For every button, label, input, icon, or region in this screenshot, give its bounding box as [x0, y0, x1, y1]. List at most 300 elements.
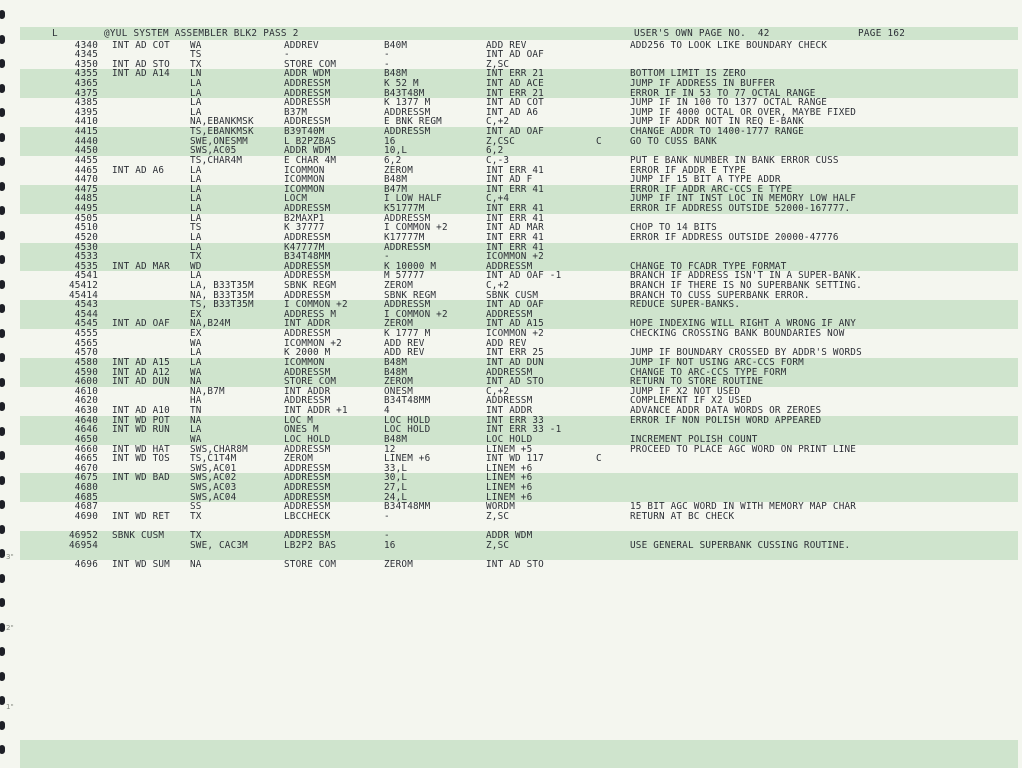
operation: LA, B33T35M — [190, 280, 254, 291]
operand-2: B40M — [384, 39, 408, 51]
operand-2: 33,L — [384, 462, 408, 474]
operation: NA — [190, 376, 202, 388]
line-number: 4395 — [74, 106, 98, 118]
margin-mark: 3" — [6, 553, 14, 561]
operand-3: INT AD STO — [486, 376, 544, 388]
remarks: BRANCH IF ADDRESS ISN'T IN A SUPER-BANK. — [630, 270, 862, 282]
listing-row — [20, 541, 1018, 551]
operand-2: K 52 M — [384, 77, 419, 89]
tractor-feed-holes — [0, 0, 8, 768]
operation: LA — [190, 356, 202, 368]
punch-hole — [0, 402, 5, 411]
operand-3: INT ERR 21 — [486, 68, 544, 80]
listing-row — [20, 185, 1018, 195]
remarks: RETURN TO STORE ROUTINE — [630, 376, 764, 388]
operand-3: ADDRESSM — [486, 308, 533, 320]
operand-2: ADDRESSM — [384, 106, 431, 118]
line-number: 4565 — [74, 337, 98, 349]
operand-1: ICOMMON — [284, 183, 325, 195]
line-number: 4533 — [74, 251, 98, 263]
line-number: 4345 — [74, 49, 98, 61]
location-label: INT AD A6 — [112, 164, 165, 176]
operation: SWS,AC05 — [190, 145, 237, 157]
form-band — [20, 740, 1018, 768]
operand-1: LOC HOLD — [284, 433, 331, 445]
remarks: JUMP IF BOUNDARY CROSSED BY ADDR'S WORDS — [630, 347, 862, 359]
location-label: INT WD BAD — [112, 472, 170, 484]
operand-1: - — [284, 49, 290, 61]
operand-3: LOC HOLD — [486, 433, 533, 445]
remarks: USE GENERAL SUPERBANK CUSSING ROUTINE. — [630, 539, 851, 551]
line-number: 4455 — [74, 154, 98, 166]
operand-1: ADDR WDM — [284, 145, 331, 157]
line-number: 4495 — [74, 203, 98, 215]
operand-2: 16 — [384, 135, 396, 147]
operand-1: INT ADDR — [284, 318, 331, 330]
operation: TN — [190, 405, 202, 417]
punch-hole — [0, 574, 5, 583]
operand-2: K51777M — [384, 203, 425, 215]
operand-1: ADDRESSM — [284, 231, 331, 243]
operand-1: ADDRESSM — [284, 328, 331, 340]
operation: NA,EBANKMSK — [190, 116, 254, 128]
line-number: 4543 — [74, 299, 98, 311]
punch-hole — [0, 745, 5, 754]
listing-row — [20, 531, 1018, 541]
operation: WA — [190, 39, 202, 51]
punch-hole — [0, 476, 5, 485]
remarks: BRANCH IF THERE IS NO SUPERBANK SETTING. — [630, 280, 862, 291]
operand-1: ADDRESS M — [284, 308, 337, 320]
operand-2: ADDRESSM — [384, 241, 431, 253]
line-number: 4640 — [74, 414, 98, 426]
punch-hole — [0, 133, 5, 142]
operation: SWS,CHAR8M — [190, 443, 248, 455]
operand-3: INT AD OAF — [486, 49, 544, 61]
operand-2: E BNK REGM — [384, 116, 442, 128]
operand-3: INT AD OAF -1 — [486, 270, 562, 282]
users-page-number: USER'S OWN PAGE NO. 42 — [634, 28, 770, 39]
line-number: 4465 — [74, 164, 98, 176]
page-number: PAGE 162 — [858, 28, 906, 39]
operand-3: WORDM — [486, 501, 515, 513]
operation: LA — [190, 347, 202, 359]
remarks: PUT E BANK NUMBER IN BANK ERROR CUSS — [630, 154, 839, 166]
operand-2: K 10000 M — [384, 260, 437, 272]
listing-row — [20, 493, 1018, 503]
line-number: 46952 — [69, 530, 98, 542]
operation: SWS,AC02 — [190, 472, 237, 484]
cuss-flag: C — [596, 453, 602, 465]
punch-hole — [0, 157, 5, 166]
operand-1: STORE COM — [284, 58, 337, 70]
remarks: ERROR IF ADDRESS OUTSIDE 20000-47776 — [630, 231, 839, 243]
operand-1: ADDRESSM — [284, 491, 331, 503]
operation: NA,B7M — [190, 385, 225, 397]
operand-3: INT AD OAF — [486, 299, 544, 311]
operand-1: ICOMMON +2 — [284, 337, 342, 349]
operation: NA — [190, 414, 202, 426]
operand-3: ICOMMON +2 — [486, 251, 544, 263]
punch-hole — [0, 647, 5, 656]
operation: TS,C1T4M — [190, 453, 237, 465]
location-label: INT AD STO — [112, 58, 170, 70]
operand-1: ICOMMON — [284, 356, 325, 368]
operand-2: B48M — [384, 68, 408, 80]
remarks: CHANGE TO ARC-CCS TYPE FORM — [630, 366, 787, 378]
punch-hole — [0, 10, 5, 19]
operation: EX — [190, 308, 202, 320]
line-number: 4410 — [74, 116, 98, 128]
operand-2: ZEROM — [384, 558, 413, 570]
remarks: JUMP IF INT INST LOC IN MEMORY LOW HALF — [630, 193, 857, 205]
operand-2: - — [384, 49, 390, 61]
remarks: ERROR IF ADDR E TYPE — [630, 164, 746, 176]
operand-3: INT ERR 41 — [486, 212, 544, 224]
line-number: 4675 — [74, 472, 98, 484]
operation: SWS,AC01 — [190, 462, 237, 474]
operand-1: ADDRESSM — [284, 530, 331, 542]
operand-3: INT WD 117 — [486, 453, 544, 465]
line-number: 4670 — [74, 462, 98, 474]
operand-3: INT AD F — [486, 174, 533, 186]
operand-3: INT AD MAR — [486, 222, 544, 234]
operand-2: LOC HOLD — [384, 424, 431, 436]
operation: WA — [190, 433, 202, 445]
operand-2: ZEROM — [384, 164, 413, 176]
operand-2: ADDRESSM — [384, 212, 431, 224]
operand-2: LINEM +6 — [384, 453, 431, 465]
remarks: CHANGE ADDR TO 1400-1777 RANGE — [630, 126, 804, 138]
operand-1: ICOMMON — [284, 174, 325, 186]
listing-row — [20, 127, 1018, 137]
operand-2: K 1377 M — [384, 97, 431, 109]
operation: SWS,AC04 — [190, 491, 237, 503]
operand-1: ADDRESSM — [284, 77, 331, 89]
line-number: 4600 — [74, 376, 98, 388]
operand-2: 16 — [384, 539, 396, 551]
listing-row — [20, 137, 1018, 147]
operand-3: C,-3 — [486, 154, 510, 166]
operand-1: ICOMMON — [284, 164, 325, 176]
operand-2: 4 — [384, 405, 390, 417]
line-number: 4650 — [74, 433, 98, 445]
punch-hole — [0, 231, 5, 240]
operation: LA — [190, 174, 202, 186]
line-number: 4470 — [74, 174, 98, 186]
operation: LA — [190, 87, 202, 99]
operand-3: ADDR WDM — [486, 530, 533, 542]
line-number: 4544 — [74, 308, 98, 320]
operation: HA — [190, 395, 202, 407]
operand-1: K 2000 M — [284, 347, 331, 359]
line-number: 4365 — [74, 77, 98, 89]
location-label: INT AD OAF — [112, 318, 170, 330]
operand-2: ADD REV — [384, 347, 425, 359]
operation: LA — [190, 424, 202, 436]
remarks: ADD256 TO LOOK LIKE BOUNDARY CHECK — [630, 39, 828, 51]
location-label: INT AD A12 — [112, 366, 170, 378]
operand-3: ADDRESSM — [486, 395, 533, 407]
line-number: 4555 — [74, 328, 98, 340]
operand-1: LOCM — [284, 193, 308, 205]
operand-2: 10,L — [384, 145, 408, 157]
operand-1: ADDRESSM — [284, 482, 331, 494]
remarks: HOPE INDEXING WILL RIGHT A WRONG IF ANY — [630, 318, 857, 330]
punch-hole — [0, 329, 5, 338]
operand-1: STORE COM — [284, 558, 337, 570]
operand-2: B43T48M — [384, 87, 425, 99]
operation: SWE, CAC3M — [190, 539, 248, 551]
operation: SWS,AC03 — [190, 482, 237, 494]
line-number: 4545 — [74, 318, 98, 330]
operation: WA — [190, 337, 202, 349]
operand-1: ONES M — [284, 424, 319, 436]
location-label: INT WD TOS — [112, 453, 170, 465]
operand-3: INT AD DUN — [486, 356, 544, 368]
operand-3: INT ERR 25 — [486, 347, 544, 359]
operand-1: ADDRESSM — [284, 462, 331, 474]
location-label: INT WD POT — [112, 414, 170, 426]
punch-hole — [0, 623, 5, 632]
line-number: 4660 — [74, 443, 98, 455]
remarks: INCREMENT POLISH COUNT — [630, 433, 758, 445]
operand-1: B39T40M — [284, 126, 325, 138]
operand-1: ADDRESSM — [284, 97, 331, 109]
operand-1: ADDRESSM — [284, 472, 331, 484]
operand-3: INT AD OAF — [486, 126, 544, 138]
operand-1: ADDRESSM — [284, 270, 331, 282]
operand-2: K 1777 M — [384, 328, 431, 340]
operand-3: INT ERR 33 — [486, 414, 544, 426]
operation: LA — [190, 231, 202, 243]
operation: TX — [190, 58, 202, 70]
operation: TX — [190, 251, 202, 263]
punch-hole — [0, 35, 5, 44]
line-number: 4590 — [74, 366, 98, 378]
operand-2: - — [384, 510, 390, 522]
operand-3: Z,SC — [486, 58, 510, 70]
operand-2: I COMMON +2 — [384, 308, 448, 320]
line-number: 4685 — [74, 491, 98, 503]
operand-1: ADDRESSM — [284, 366, 331, 378]
cuss-flag: C — [596, 135, 602, 147]
line-number: 4385 — [74, 97, 98, 109]
line-number: 4340 — [74, 39, 98, 51]
punch-hole — [0, 549, 5, 558]
operand-2: B48M — [384, 356, 408, 368]
page-title: @YUL SYSTEM ASSEMBLER BLK2 PASS 2 — [104, 28, 299, 39]
operand-3: INT AD COT — [486, 97, 544, 109]
operand-3: INT AD STO — [486, 558, 544, 570]
operand-2: 24,L — [384, 491, 408, 503]
line-number: 4440 — [74, 135, 98, 147]
line-number: 4570 — [74, 347, 98, 359]
operand-1: ADDRESSM — [284, 395, 331, 407]
line-number: 4687 — [74, 501, 98, 513]
location-label: INT AD DUN — [112, 376, 170, 388]
operand-1: B34T48MM — [284, 251, 331, 263]
operand-2: ZEROM — [384, 280, 413, 291]
listing-row — [20, 271, 1018, 281]
punch-hole — [0, 525, 5, 534]
remarks: RETURN AT BC CHECK — [630, 510, 735, 522]
location-label: SBNK CUSM — [112, 530, 165, 542]
operand-3: LINEM +6 — [486, 472, 533, 484]
operand-3: Z,CSC — [486, 135, 515, 147]
line-number: 4530 — [74, 241, 98, 253]
operand-1: E CHAR 4M — [284, 154, 337, 166]
operand-2: - — [384, 58, 390, 70]
operand-1: L B2PZBAS — [284, 135, 337, 147]
location-label: INT AD MAR — [112, 260, 170, 272]
operand-1: STORE COM — [284, 376, 337, 388]
listing-row — [20, 108, 1018, 118]
operand-1: ADDRESSM — [284, 289, 331, 301]
operation: LA — [190, 77, 202, 89]
operand-2: ZEROM — [384, 376, 413, 388]
operation: NA,B24M — [190, 318, 231, 330]
operand-3: INT AD A15 — [486, 318, 544, 330]
location-label: INT AD A15 — [112, 356, 170, 368]
remarks: JUMP IF 4000 OCTAL OR OVER, MAYBE FIXED — [630, 106, 857, 118]
line-number: 4665 — [74, 453, 98, 465]
operand-1: B2MAXP1 — [284, 212, 325, 224]
operand-3: C,+2 — [486, 116, 510, 128]
listing-row — [20, 146, 1018, 156]
operand-2: B48M — [384, 366, 408, 378]
operation: TX — [190, 530, 202, 542]
operand-1: ADDRESSM — [284, 203, 331, 215]
punch-hole — [0, 280, 5, 289]
line-number: 4630 — [74, 405, 98, 417]
remarks: JUMP IF NOT USING ARC-CCS FORM — [630, 356, 804, 368]
remarks: ERROR IF NON POLISH WORD APPEARED — [630, 414, 822, 426]
operand-3: C,+2 — [486, 280, 510, 291]
listing-row — [20, 377, 1018, 387]
remarks: ERROR IF ADDRESS OUTSIDE 52000-167777. — [630, 203, 851, 215]
operand-1: INT ADDR +1 — [284, 405, 348, 417]
operand-3: C,+2 — [486, 385, 510, 397]
operation: LN — [190, 68, 202, 80]
operand-3: LINEM +6 — [486, 462, 533, 474]
remarks: 15 BIT AGC WORD IN WITH MEMORY MAP CHAR — [630, 501, 857, 513]
line-number: 4696 — [74, 558, 98, 570]
operation: LA — [190, 212, 202, 224]
margin-mark: 2" — [6, 624, 14, 632]
line-number: 4610 — [74, 385, 98, 397]
location-label: INT AD A10 — [112, 405, 170, 417]
punch-hole — [0, 500, 5, 509]
operand-3: LINEM +6 — [486, 491, 533, 503]
operation: TS,EBANKMSK — [190, 126, 254, 138]
remarks: ERROR IF IN 53 TO 77 OCTAL RANGE — [630, 87, 816, 99]
operand-1: K 37777 — [284, 222, 325, 234]
remarks: JUMP IF IN 100 TO 1377 OCTAL RANGE — [630, 97, 828, 109]
location-label: INT WD RET — [112, 510, 170, 522]
operand-3: ADDRESSM — [486, 260, 533, 272]
punch-hole — [0, 598, 5, 607]
operation: LA — [190, 203, 202, 215]
operand-2: I COMMON +2 — [384, 222, 448, 234]
line-number: 46954 — [69, 539, 98, 551]
operation: LA — [190, 183, 202, 195]
operand-3: ADD REV — [486, 337, 527, 349]
punch-hole — [0, 206, 5, 215]
remarks: BRANCH TO CUSS SUPERBANK ERROR. — [630, 289, 810, 301]
operation: LA — [190, 193, 202, 205]
remarks: ADVANCE ADDR DATA WORDS OR ZEROES — [630, 405, 822, 417]
operation: WA — [190, 366, 202, 378]
line-number: 4620 — [74, 395, 98, 407]
remarks: COMPLEMENT IF X2 USED — [630, 395, 752, 407]
operation: NA — [190, 558, 202, 570]
line-number: 4485 — [74, 193, 98, 205]
operand-2: - — [384, 251, 390, 263]
operation: WD — [190, 260, 202, 272]
operation: SS — [190, 501, 202, 513]
operation: LA — [190, 164, 202, 176]
location-label: INT AD COT — [112, 39, 170, 51]
operand-2: LOC HOLD — [384, 414, 431, 426]
operand-2: B48M — [384, 174, 408, 186]
operand-3: INT ERR 41 — [486, 164, 544, 176]
operand-1: ADDRESSM — [284, 501, 331, 513]
operand-2: B48M — [384, 433, 408, 445]
operand-1: ADDRESSM — [284, 116, 331, 128]
operation: TS — [190, 222, 202, 234]
operand-3: ICOMMON +2 — [486, 328, 544, 340]
operation: LA — [190, 97, 202, 109]
operand-3: INT ERR 41 — [486, 203, 544, 215]
operand-2: SBNK REGM — [384, 289, 437, 301]
remarks: GO TO CUSS BANK — [630, 135, 717, 147]
operand-1: SBNK REGM — [284, 280, 337, 291]
line-number: 45414 — [69, 289, 98, 301]
remarks: JUMP IF X2 NOT USED — [630, 385, 741, 397]
operand-2: - — [384, 530, 390, 542]
punch-hole — [0, 451, 5, 460]
operand-1: ADDRESSM — [284, 260, 331, 272]
operand-3: Z,SC — [486, 510, 510, 522]
margin-mark: 1" — [6, 703, 14, 711]
listing-row — [20, 512, 1018, 522]
remarks: REDUCE SUPER-BANKS. — [630, 299, 741, 311]
line-number: 45412 — [69, 280, 98, 291]
operand-1: ADDRESSM — [284, 443, 331, 455]
operand-1: ADDRESSM — [284, 87, 331, 99]
operand-2: 30,L — [384, 472, 408, 484]
remarks: JUMP IF ADDR NOT IN REQ E-BANK — [630, 116, 804, 128]
line-number: 4690 — [74, 510, 98, 522]
operand-2: 12 — [384, 443, 396, 455]
operand-2: ADDRESSM — [384, 126, 431, 138]
remarks: ERROR IF ADDR ARC-CCS E TYPE — [630, 183, 793, 195]
page-header — [20, 27, 1018, 40]
line-number: 4510 — [74, 222, 98, 234]
operand-1: LB2P2 BAS — [284, 539, 337, 551]
operation: LA — [190, 270, 202, 282]
operand-2: ADD REV — [384, 337, 425, 349]
line-number: 4541 — [74, 270, 98, 282]
operand-3: INT ERR 41 — [486, 183, 544, 195]
remarks: JUMP IF ADDRESS IN BUFFER — [630, 77, 775, 89]
operand-2: ZEROM — [384, 318, 413, 330]
line-number: 4415 — [74, 126, 98, 138]
operand-3: INT ERR 41 — [486, 241, 544, 253]
punch-hole — [0, 255, 5, 264]
punch-hole — [0, 672, 5, 681]
